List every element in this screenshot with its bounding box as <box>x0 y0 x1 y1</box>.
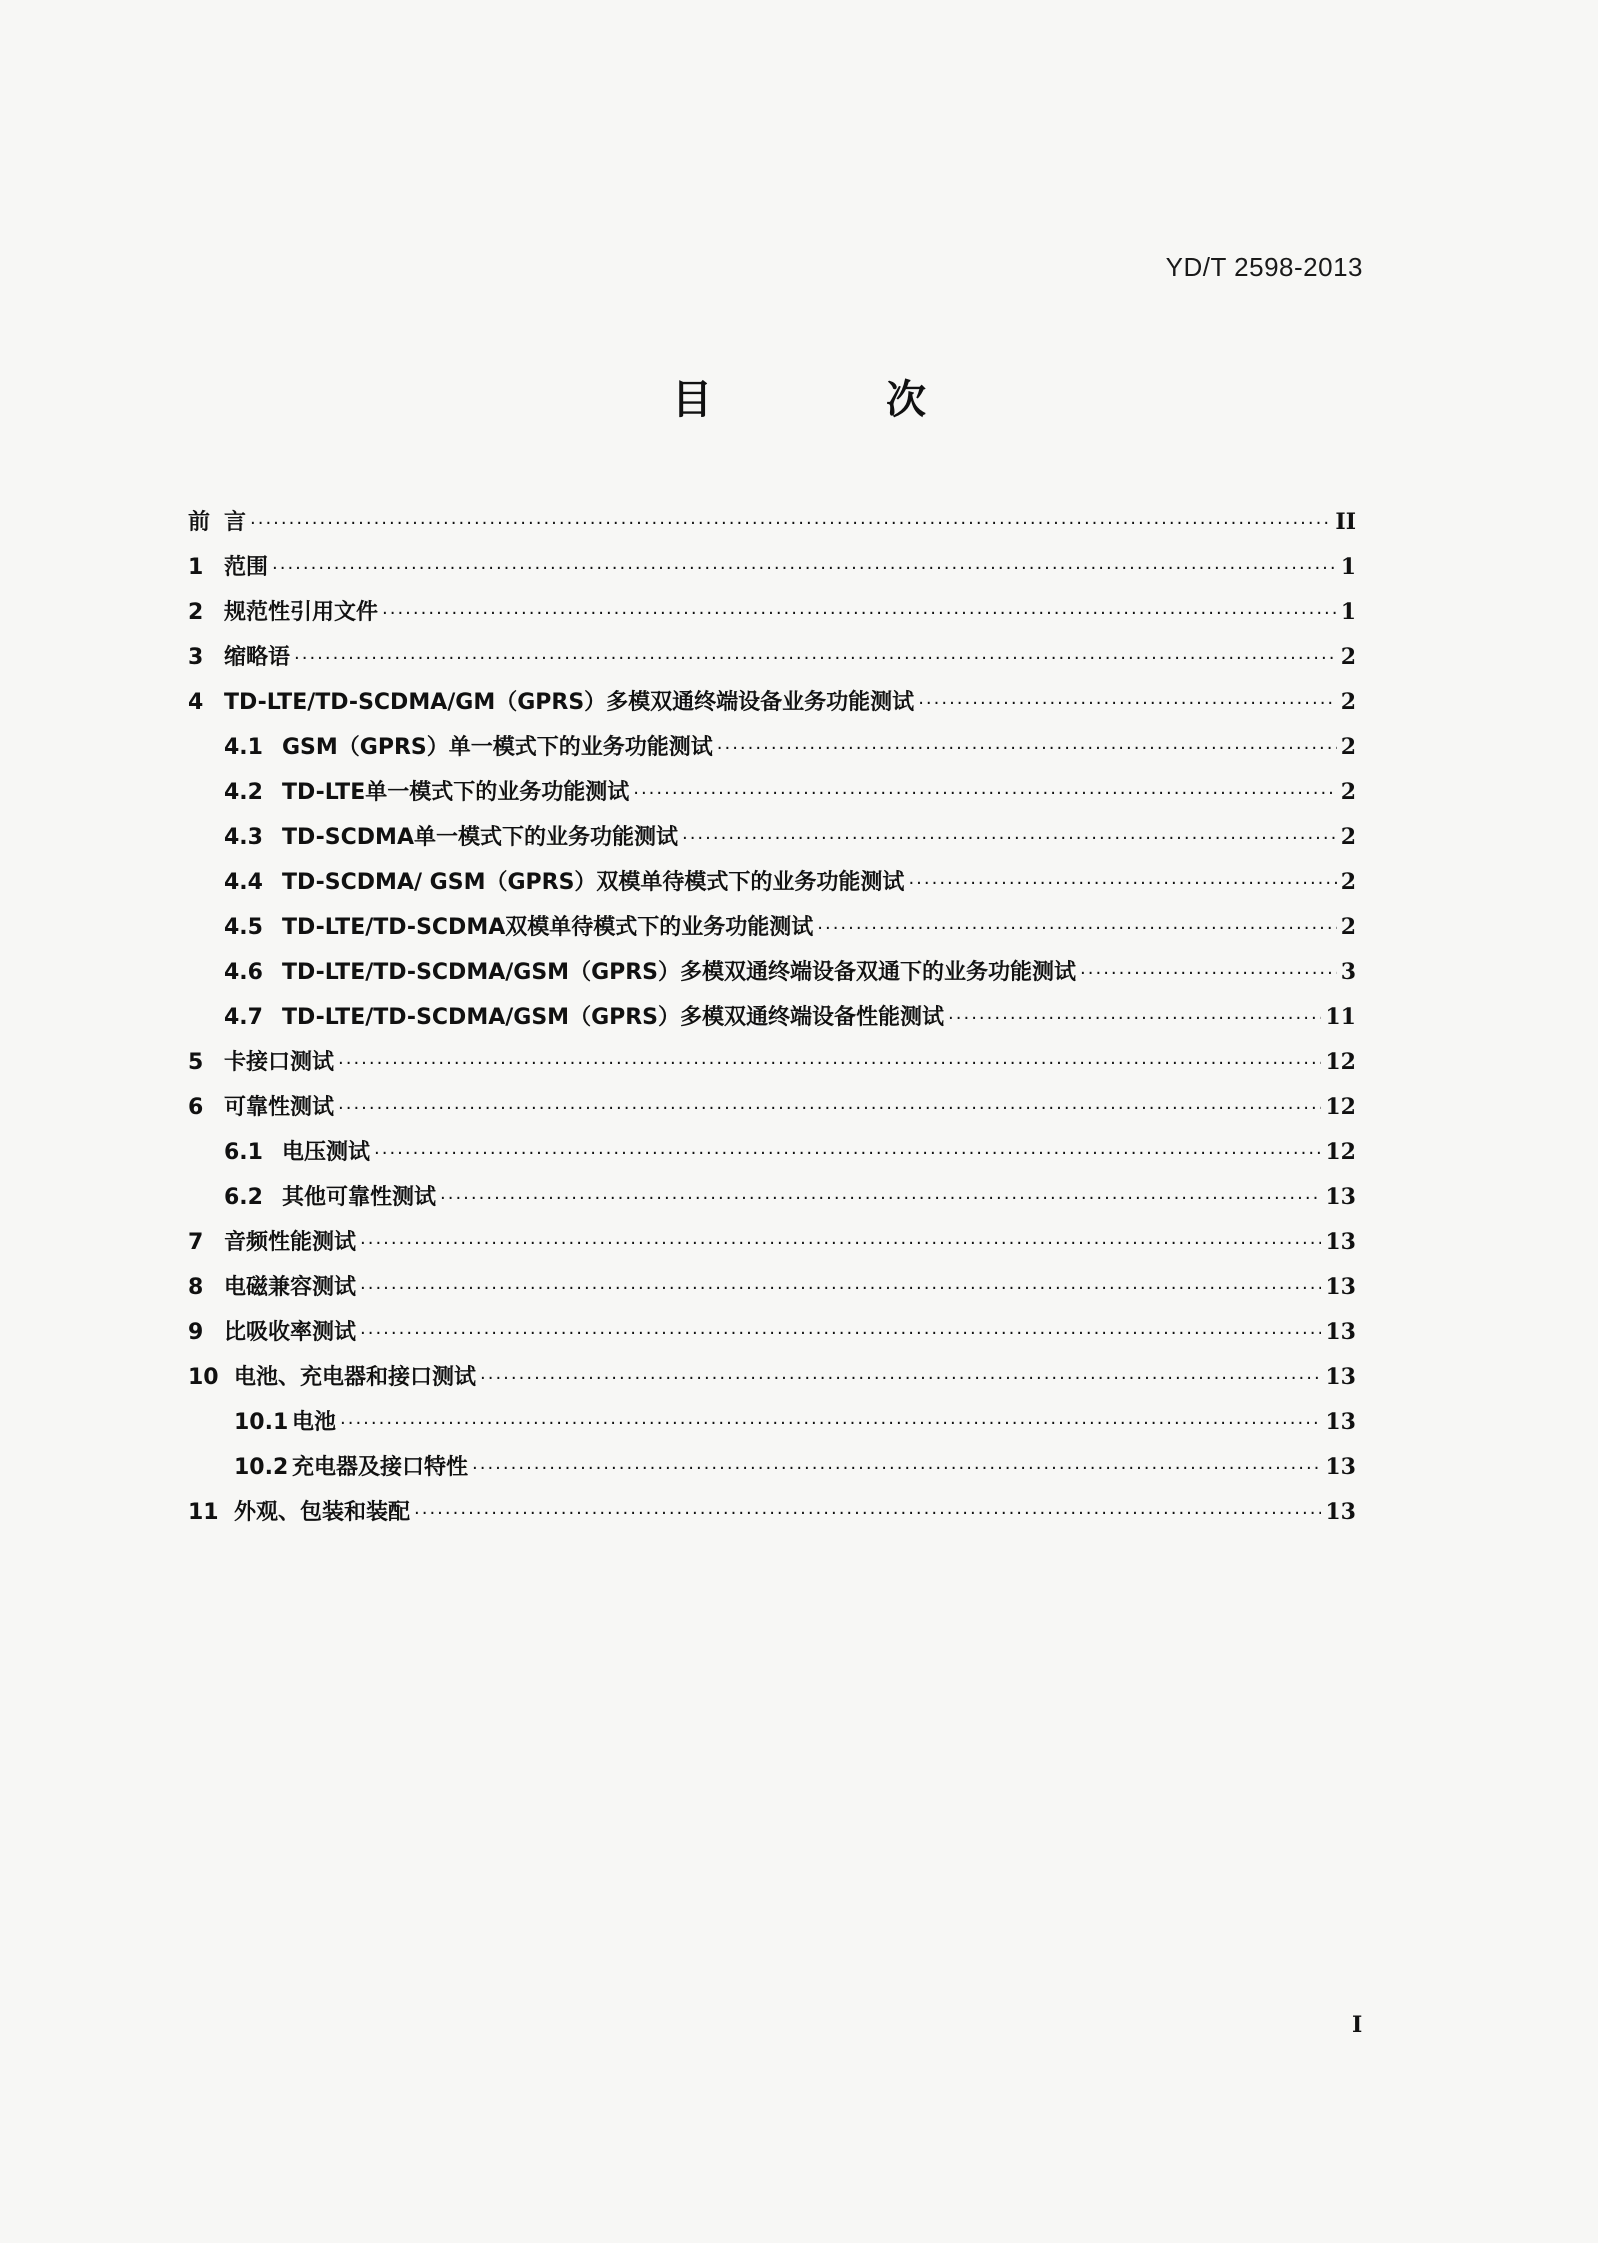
toc-entry-page: 13 <box>1325 1229 1356 1255</box>
toc-entry-title: TD-SCDMA/ GSM（GPRS）双模单待模式下的业务功能测试 <box>282 870 905 895</box>
toc-entry[interactable] <box>188 905 1356 950</box>
toc-entry-title: TD-LTE单一模式下的业务功能测试 <box>282 780 630 805</box>
toc-leader-dots <box>360 1311 1321 1356</box>
toc-entry-title: 音频性能测试 <box>224 1230 357 1255</box>
toc-entry-title: TD-LTE/TD-SCDMA双模单待模式下的业务功能测试 <box>282 915 814 940</box>
toc-entry-title: 规范性引用文件 <box>224 600 379 625</box>
toc-leader-dots <box>340 1401 1321 1446</box>
standard-code: YD/T 2598-2013 <box>1165 252 1363 282</box>
toc-entry[interactable] <box>188 1490 1356 1535</box>
toc-entry[interactable] <box>188 1400 1356 1445</box>
toc-entry-page: 12 <box>1325 1049 1356 1075</box>
toc-entry-title: TD-LTE/TD-SCDMA/GSM（GPRS）多模双通终端设备双通下的业务功能测试 <box>282 960 1077 985</box>
toc-entry-number: 6.1 <box>224 1140 263 1165</box>
toc-leader-dots <box>908 861 1336 906</box>
toc-leader-dots <box>272 546 1337 591</box>
toc-entry[interactable] <box>188 725 1356 770</box>
toc-entry-page: II <box>1335 509 1356 535</box>
toc-entry-title: 其他可靠性测试 <box>282 1185 437 1210</box>
toc-entry[interactable] <box>188 1220 1356 1265</box>
toc-entry-number: 10.2 <box>234 1455 289 1480</box>
toc-entry-number: 4.7 <box>224 1005 263 1030</box>
toc-entry-title: TD-LTE/TD-SCDMA/GSM（GPRS）多模双通终端设备性能测试 <box>282 1005 945 1030</box>
toc-entry-title: 范围 <box>224 555 269 580</box>
toc-entry-page: 2 <box>1340 689 1356 715</box>
toc-entry-page: 1 <box>1340 599 1356 625</box>
toc-entry-title: 电池 <box>292 1410 337 1435</box>
toc-entry-page: 13 <box>1325 1499 1356 1525</box>
toc-leader-dots <box>414 1491 1321 1536</box>
toc-leader-dots <box>338 1041 1321 1086</box>
toc-entry-number: 1 <box>188 555 204 580</box>
toc-leader-dots <box>294 636 1337 681</box>
toc-entry-number: 5 <box>188 1050 204 1075</box>
toc-entry[interactable] <box>188 1130 1356 1175</box>
toc-entry-number: 11 <box>188 1500 219 1525</box>
toc-entry-number: 7 <box>188 1230 204 1255</box>
toc-leader-dots <box>360 1221 1321 1266</box>
toc-entry[interactable] <box>188 770 1356 815</box>
toc-entry-number: 4 <box>188 690 204 715</box>
toc-entry-number: 4.2 <box>224 780 263 805</box>
toc-entry-title: 电磁兼容测试 <box>224 1275 357 1300</box>
toc-entry-page: 12 <box>1325 1094 1356 1120</box>
toc-entry[interactable] <box>188 545 1356 590</box>
toc-entry-title: 电压测试 <box>282 1140 371 1165</box>
toc-entry-number: 9 <box>188 1320 204 1345</box>
toc-leader-dots <box>1080 951 1337 996</box>
toc-leader-dots <box>480 1356 1321 1401</box>
toc-entry-title: GSM（GPRS）单一模式下的业务功能测试 <box>282 735 713 760</box>
toc-entry[interactable] <box>188 1265 1356 1310</box>
toc-entry-number: 6.2 <box>224 1185 263 1210</box>
toc-entry[interactable] <box>188 635 1356 680</box>
toc-entry-title: 充电器及接口特性 <box>292 1455 469 1480</box>
toc-entry-page: 13 <box>1325 1184 1356 1210</box>
toc-leader-dots <box>360 1266 1321 1311</box>
toc-entry[interactable] <box>188 815 1356 860</box>
table-of-contents <box>188 500 1356 1535</box>
toc-entry[interactable] <box>188 1040 1356 1085</box>
toc-entry-page: 13 <box>1325 1274 1356 1300</box>
toc-entry-title: 言 <box>224 510 247 535</box>
toc-entry[interactable] <box>188 995 1356 1040</box>
toc-entry-number: 4.6 <box>224 960 263 985</box>
toc-leader-dots <box>817 906 1336 951</box>
toc-entry[interactable] <box>188 680 1356 725</box>
toc-leader-dots <box>948 996 1321 1041</box>
toc-entry-number: 前 <box>188 510 211 535</box>
toc-entry[interactable] <box>188 950 1356 995</box>
toc-leader-dots <box>472 1446 1321 1491</box>
toc-entry-page: 13 <box>1325 1454 1356 1480</box>
toc-entry-number: 4.4 <box>224 870 263 895</box>
toc-entry-page: 2 <box>1340 824 1356 850</box>
toc-entry[interactable] <box>188 590 1356 635</box>
toc-entry[interactable] <box>188 1310 1356 1355</box>
page-number: I <box>1352 2012 1363 2038</box>
toc-leader-dots <box>682 816 1337 861</box>
toc-leader-dots <box>382 591 1337 636</box>
toc-entry-number: 4.1 <box>224 735 263 760</box>
toc-entry-page: 2 <box>1340 914 1356 940</box>
toc-entry-title: 电池、充电器和接口测试 <box>234 1365 477 1390</box>
toc-entry-title: TD-SCDMA单一模式下的业务功能测试 <box>282 825 678 850</box>
toc-leader-dots <box>717 726 1337 771</box>
toc-entry-title: 外观、包装和装配 <box>234 1500 411 1525</box>
toc-entry-page: 13 <box>1325 1364 1356 1390</box>
toc-entry-number: 2 <box>188 600 204 625</box>
toc-leader-dots <box>338 1086 1321 1131</box>
toc-leader-dots <box>633 771 1336 816</box>
toc-entry-number: 10 <box>188 1365 219 1390</box>
toc-entry-title: 比吸收率测试 <box>224 1320 357 1345</box>
toc-entry-page: 3 <box>1340 959 1356 985</box>
toc-entry-page: 1 <box>1340 554 1356 580</box>
toc-entry[interactable] <box>188 1355 1356 1400</box>
toc-entry-title: TD-LTE/TD-SCDMA/GM（GPRS）多模双通终端设备业务功能测试 <box>224 690 915 715</box>
toc-entry-page: 2 <box>1340 779 1356 805</box>
toc-entry-page: 12 <box>1325 1139 1356 1165</box>
toc-entry-title: 可靠性测试 <box>224 1095 335 1120</box>
toc-entry-page: 13 <box>1325 1319 1356 1345</box>
toc-entry-title: 卡接口测试 <box>224 1050 335 1075</box>
toc-entry-number: 4.3 <box>224 825 263 850</box>
toc-entry-page: 2 <box>1340 734 1356 760</box>
toc-entry-page: 2 <box>1340 869 1356 895</box>
toc-entry-page: 13 <box>1325 1409 1356 1435</box>
toc-entry-number: 10.1 <box>234 1410 289 1435</box>
toc-entry[interactable] <box>188 1445 1356 1490</box>
toc-entry-number: 4.5 <box>224 915 263 940</box>
toc-leader-dots <box>250 501 1331 546</box>
toc-entry-number: 6 <box>188 1095 204 1120</box>
toc-leader-dots <box>918 681 1337 726</box>
toc-leader-dots <box>440 1176 1321 1221</box>
toc-entry[interactable] <box>188 860 1356 905</box>
toc-entry-number: 8 <box>188 1275 204 1300</box>
toc-entry-title: 缩略语 <box>224 645 291 670</box>
toc-entry[interactable] <box>188 1085 1356 1130</box>
toc-entry[interactable] <box>188 500 1356 545</box>
toc-entry-page: 11 <box>1325 1004 1356 1030</box>
toc-title: 目 次 <box>672 377 1006 423</box>
toc-entry[interactable] <box>188 1175 1356 1220</box>
toc-entry-page: 2 <box>1340 644 1356 670</box>
toc-leader-dots <box>374 1131 1321 1176</box>
toc-entry-number: 3 <box>188 645 204 670</box>
